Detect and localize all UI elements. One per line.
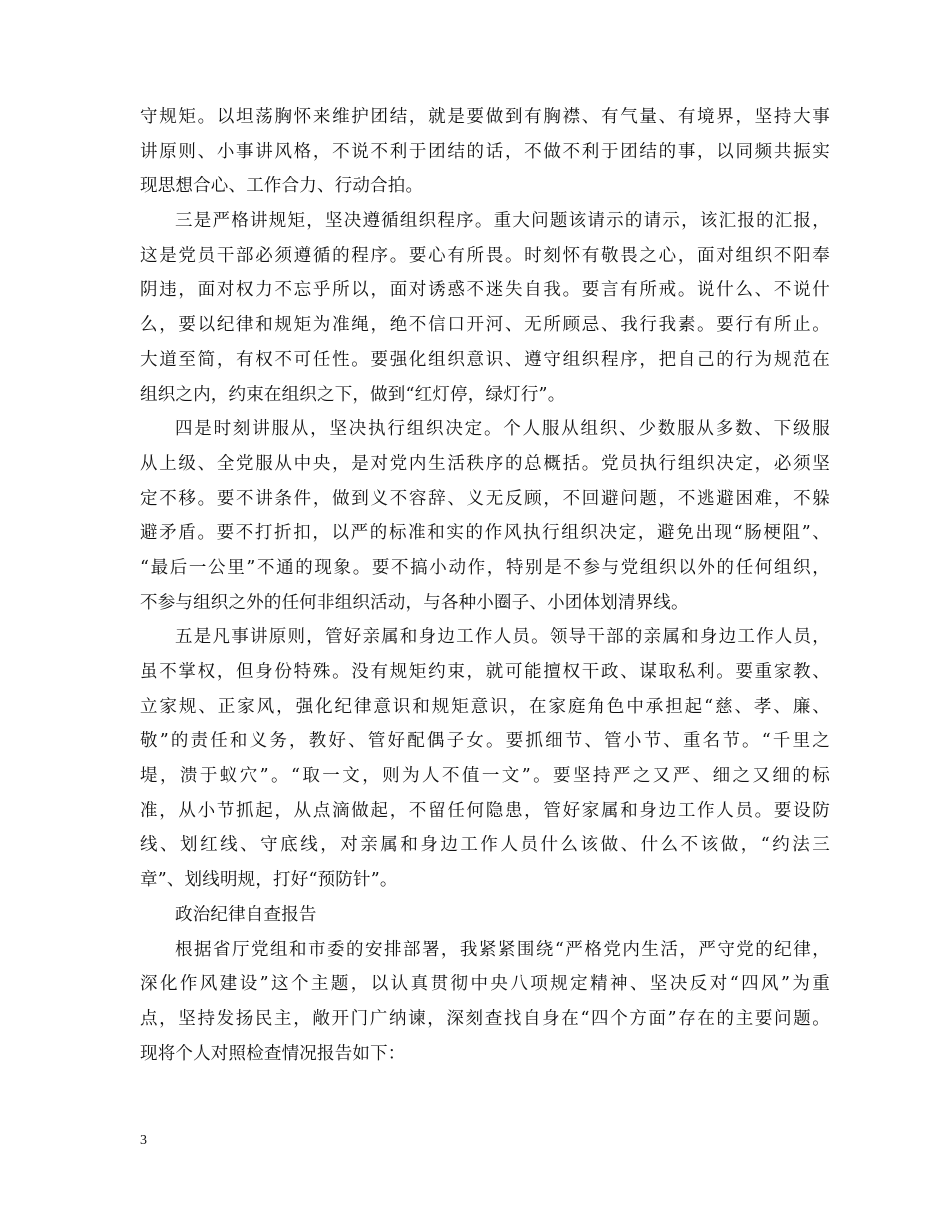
text-line: 大道至简，有权不可任性。要强化组织意识、遵守组织程序，把自己的行为规范在	[140, 349, 830, 370]
text-line: 三是严格讲规矩，坚决遵循组织程序。重大问题该请示的请示，该汇报的汇报，	[175, 211, 830, 232]
text-line: 不参与组织之外的任何非组织活动，与各种小圈子、小团体划清界线。	[140, 592, 689, 613]
text-line: 五是凡事讲原则，管好亲属和身边工作人员。领导干部的亲属和身边工作人员，	[175, 627, 830, 648]
text-line: 线、划红线、守底线，对亲属和身边工作人员什么该做、什么不该做，“约法三	[140, 835, 830, 856]
text-line: 阴违，面对权力不忘乎所以，面对诱惑不迷失自我。要言有所戒。说什么、不说什	[140, 280, 830, 301]
text-line: 准，从小节抓起，从点滴做起，不留任何隐患，管好家属和身边工作人员。要设防	[140, 800, 830, 821]
text-line: 这是党员干部必须遵循的程序。要心有所畏。时刻怀有敬畏之心，面对组织不阳奉	[140, 245, 830, 266]
text-line: 避矛盾。要不打折扣，以严的标准和实的作风执行组织决定，避免出现“肠梗阻”、	[140, 523, 830, 544]
text-line: 现思想合心、工作合力、行动合拍。	[140, 176, 424, 197]
document-body	[140, 100, 830, 1071]
text-line: 现将个人对照检查情况报告如下：	[140, 1043, 406, 1064]
text-line: 深化作风建设”这个主题，以认真贯彻中央八项规定精神、坚决反对“四风”为重	[140, 974, 830, 995]
text-line: 从上级、全党服从中央，是对党内生活秩序的总概括。党员执行组织决定，必须坚	[140, 453, 830, 474]
text-line: 四是时刻讲服从，坚决执行组织决定。个人服从组织、少数服从多数、下级服	[175, 419, 830, 440]
text-line: 敬”的责任和义务，教好、管好配偶子女。要抓细节、管小节、重名节。“千里之	[140, 731, 830, 752]
text-line: “最后一公里”不通的现象。要不搞小动作，特别是不参与党组织以外的任何组织，	[140, 557, 830, 578]
text-line: 虽不掌权，但身份特殊。没有规矩约束，就可能擅权干政、谋取私利。要重家教、	[140, 662, 830, 682]
text-line: 点，坚持发扬民主，敞开门广纳谏，深刻查找自身在“四个方面”存在的主要问题。	[140, 1008, 830, 1029]
text-line: 么，要以纪律和规矩为准绳，绝不信口开河、无所顾忌、我行我素。要行有所止。	[140, 315, 830, 336]
text-line: 立家规、正家风，强化纪律意识和规矩意识，在家庭角色中承担起“慈、孝、廉、	[140, 696, 830, 717]
section-heading: 政治纪律自查报告	[175, 904, 317, 925]
page-number: 3	[140, 1133, 147, 1148]
text-line: 堤，溃于蚁穴”。“取一文，则为人不值一文”。要坚持严之又严、细之又细的标	[140, 766, 830, 787]
text-line: 定不移。要不讲条件，做到义不容辞、义无反顾，不回避问题，不逃避困难，不躲	[140, 488, 830, 509]
text-line: 组织之内，约束在组织之下，做到“红灯停，绿灯行”。	[140, 384, 566, 405]
text-line: 讲原则、小事讲风格，不说不利于团结的话，不做不利于团结的事，以同频共振实	[140, 141, 830, 162]
text-line: 守规矩。以坦荡胸怀来维护团结，就是要做到有胸襟、有气量、有境界，坚持大事	[140, 107, 830, 127]
text-line: 章”、划线明规，打好“预防针”。	[140, 870, 398, 891]
text-line: 根据省厅党组和市委的安排部署，我紧紧围绕“严格党内生活，严守党的纪律，	[175, 939, 830, 960]
